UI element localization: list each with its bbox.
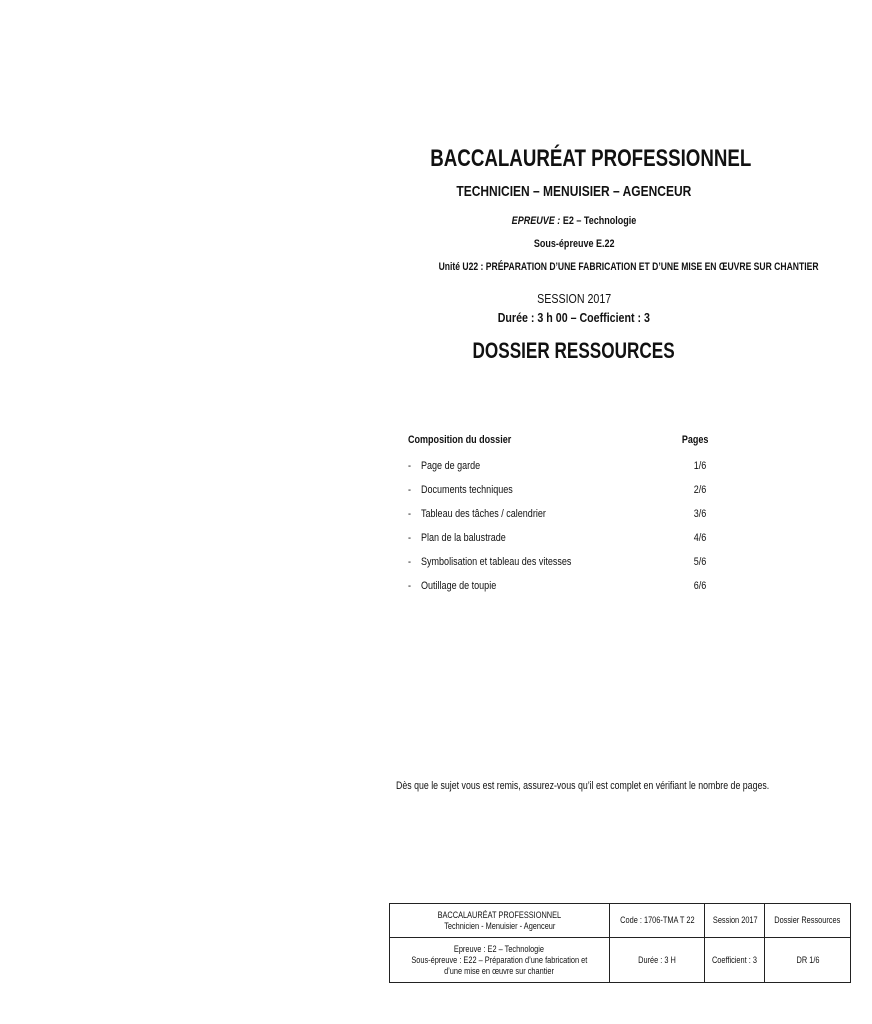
duration-line: Durée : 3 h 00 – Coefficient : 3	[497, 310, 651, 325]
footer-exam-subtitle: Technicien - Menuisier - Agenceur	[443, 920, 555, 931]
list-item-page: 6/6	[693, 580, 706, 592]
unite-line: Unité U22 : PRÉPARATION D’UNE FABRICATION ET D’UNE MISE EN ŒUVRE SUR CHANTIER	[438, 261, 819, 273]
list-item-page: 1/6	[693, 460, 706, 472]
footer-dossier-cell: Dossier Ressources	[765, 904, 851, 938]
list-item-label: Plan de la balustrade	[421, 532, 506, 544]
list-bullet: -	[408, 556, 412, 568]
footer-exam-cell	[390, 904, 610, 938]
footer-epreuve-line2: Sous-épreuve : E22 – Préparation d’une fabrication et	[411, 954, 588, 965]
list-bullet: -	[408, 532, 412, 544]
list-item-page: 2/6	[693, 484, 706, 496]
footer-epreuve-line3: d’une mise en œuvre sur chantier	[444, 965, 555, 976]
list-item-page: 4/6	[693, 532, 706, 544]
footer-row-1	[390, 904, 851, 938]
dossier-title: DOSSIER RESSOURCES	[472, 338, 676, 363]
footer-session-cell: Session 2017	[705, 904, 765, 938]
footer-table	[389, 903, 851, 983]
epreuve-label: EPREUVE :	[511, 215, 561, 227]
footer-duree-cell: Durée : 3 H	[609, 938, 705, 983]
sous-epreuve-line: Sous-épreuve E.22	[533, 238, 615, 250]
list-item-page: 5/6	[693, 556, 706, 568]
list-item-label: Page de garde	[421, 460, 481, 472]
notice-text: Dès que le sujet vous est remis, assurez-vous qu’il est complet en vérifiant le nombre de pages.	[396, 780, 770, 792]
list-bullet: -	[408, 580, 412, 592]
footer-code-cell: Code : 1706-TMA T 22	[609, 904, 705, 938]
pages-heading: Pages	[681, 434, 708, 446]
list-item	[408, 460, 708, 476]
list-item-label: Tableau des tâches / calendrier	[421, 508, 546, 520]
list-item-label: Documents techniques	[421, 484, 513, 496]
footer-page-cell: DR 1/6	[765, 938, 851, 983]
footer-epreuve-line1: Epreuve : E2 – Technologie	[454, 943, 545, 954]
list-item-page: 3/6	[693, 508, 706, 520]
sub-title: TECHNICIEN – MENUISIER – AGENCEUR	[456, 183, 692, 200]
footer-exam-title: BACCALAURÉAT PROFESSIONNEL	[437, 909, 562, 920]
list-item	[408, 508, 708, 524]
session-line: SESSION 2017	[536, 291, 612, 306]
list-item	[408, 580, 708, 596]
list-item	[408, 556, 708, 572]
epreuve-value: E2 – Technologie	[562, 215, 637, 227]
list-bullet: -	[408, 460, 412, 472]
main-title: BACCALAURÉAT PROFESSIONNEL	[430, 145, 752, 172]
list-item	[408, 532, 708, 548]
list-item	[408, 484, 708, 500]
list-bullet: -	[408, 484, 412, 496]
epreuve-line	[385, 215, 763, 227]
footer-epreuve-cell	[390, 938, 610, 983]
list-bullet: -	[408, 508, 412, 520]
composition-heading: Composition du dossier	[408, 434, 512, 446]
list-item-label: Symbolisation et tableau des vitesses	[421, 556, 572, 568]
footer-row-2	[390, 938, 851, 983]
composition-header	[408, 434, 708, 450]
footer-coefficient-cell: Coefficient : 3	[705, 938, 765, 983]
list-item-label: Outillage de toupie	[421, 580, 497, 592]
